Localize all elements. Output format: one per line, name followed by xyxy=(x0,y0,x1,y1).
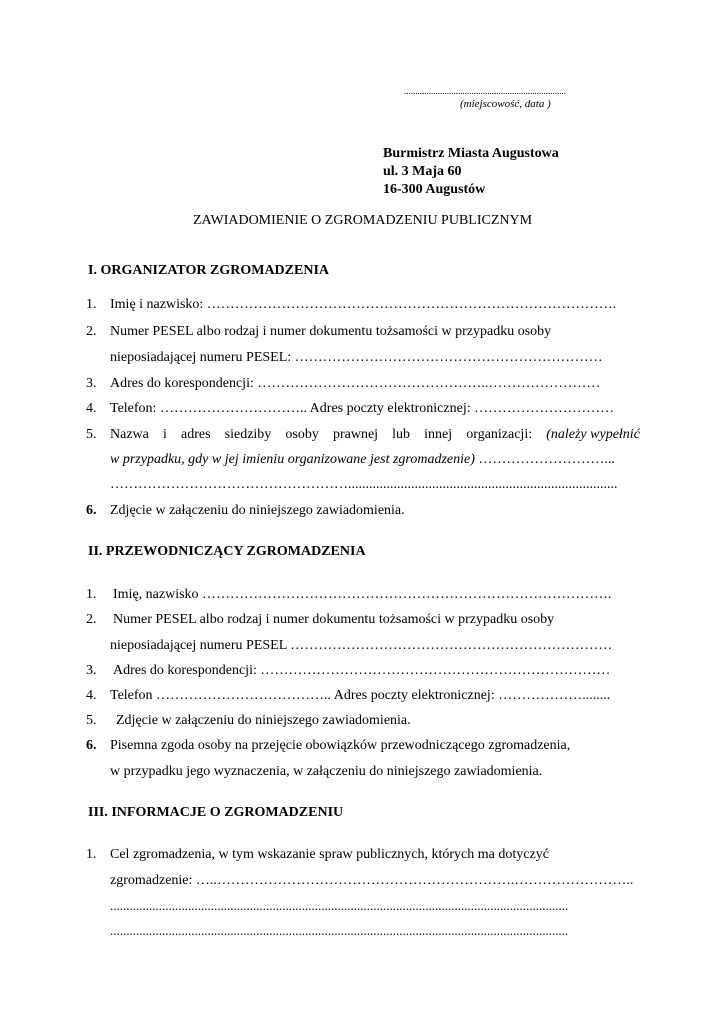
s1-item4-number: 4. xyxy=(86,401,97,416)
s3-item1-text-line2: zgromadzenie: …..……………………………………………………….…………………….. xyxy=(110,873,634,888)
s1-item5-dots: ………………………... xyxy=(474,452,615,467)
s1-item1-number: 1. xyxy=(86,297,97,312)
s3-item1-text-line1: Cel zgromadzenia, w tym wskazanie spraw publicznych, których ma dotyczyć xyxy=(110,847,549,862)
s1-item5-word: siedziby xyxy=(224,427,272,442)
s2-item2-text-line2: nieposiadającej numeru PESEL …………………………………………………………… xyxy=(110,638,613,653)
s1-item5-number: 5. xyxy=(86,427,97,442)
s1-item6-text: Zdjęcie w załączeniu do niniejszego zawiadomienia. xyxy=(110,503,405,518)
s1-item5-word: prawnej xyxy=(332,427,379,442)
s2-item5-text: Zdjęcie w załączeniu do niniejszego zawiadomienia. xyxy=(116,713,411,728)
s1-item2-text-line2: nieposiadającej numeru PESEL: ………………………………………………………… xyxy=(110,350,603,365)
s3-item1-dots-line1: ............................................................................................................................................. xyxy=(110,898,569,913)
s1-item2-number: 2. xyxy=(86,324,97,339)
place-date-dots: ........................................................................ xyxy=(404,86,566,96)
recipient-street: ul. 3 Maja 60 xyxy=(383,164,462,179)
s1-item4-text: Telefon: ………………………….. Adres poczty elektronicznej: ………………………… xyxy=(110,401,615,416)
s2-item6-text-line2: w przypadku jego wyznaczenia, w załączeniu do niniejszego zawiadomienia. xyxy=(110,764,543,779)
s1-item5-word: adres xyxy=(180,427,211,442)
s2-item2-number: 2. xyxy=(86,612,97,627)
s3-item1-dots-line2: ............................................................................................................................................. xyxy=(110,923,569,938)
s2-item6-number: 6. xyxy=(86,738,97,753)
s1-item5-word: Nazwa xyxy=(110,427,149,442)
s3-item1-number: 1. xyxy=(86,847,97,862)
s1-item5-italic-note-cont: w przypadku, gdy w jej imieniu organizowane jest zgromadzenie) xyxy=(110,452,475,467)
s1-item3-number: 3. xyxy=(86,376,97,391)
recipient-name: Burmistrz Miasta Augustowa xyxy=(383,146,559,161)
s1-item5-italic-note: (należy wypełnić xyxy=(546,427,640,442)
s2-item6-text-line1: Pisemna zgoda osoby na przejęcie obowiązków przewodniczącego zgromadzenia, xyxy=(110,738,571,753)
section2-heading: II. PRZEWODNICZĄCY ZGROMADZENIA xyxy=(88,544,366,559)
s1-item5-word: lub xyxy=(392,427,411,442)
s1-item5-line3: ……………………………………………............................................................................. xyxy=(110,477,618,492)
place-date-label: (miejscowość, data ) xyxy=(460,98,551,110)
section3-heading: III. INFORMACJE O ZGROMADZENIU xyxy=(88,805,344,820)
recipient-city: 16-300 Augustów xyxy=(383,182,486,197)
section1-heading: I. ORGANIZATOR ZGROMADZENIA xyxy=(88,263,330,278)
s1-item5-word: organizacji: xyxy=(466,427,533,442)
s2-item1-number: 1. xyxy=(86,587,97,602)
s1-item5-word: i xyxy=(162,427,167,442)
s2-item5-number: 5. xyxy=(86,713,97,728)
document-title: ZAWIADOMIENIE O ZGROMADZENIU PUBLICZNYM xyxy=(192,213,533,228)
s1-item2-text-line1: Numer PESEL albo rodzaj i numer dokumentu tożsamości w przypadku osoby xyxy=(110,324,552,339)
s2-item3-text: Adres do korespondencji: ………………………………………………………………… xyxy=(113,663,611,678)
s1-item6-number: 6. xyxy=(86,503,97,518)
s2-item2-text-line1: Numer PESEL albo rodzaj i numer dokumentu tożsamości w przypadku osoby xyxy=(113,612,555,627)
s1-item5-word: innej xyxy=(424,427,453,442)
s1-item1-text: Imię i nazwisko: ……………………………………………………………………………. xyxy=(110,297,617,312)
s2-item3-number: 3. xyxy=(86,663,97,678)
s2-item4-text: Telefon ……………………………….. Adres poczty elektronicznej: ………………........ xyxy=(110,688,611,703)
s1-item5-line1 xyxy=(110,427,640,443)
s1-item5-line2 xyxy=(110,452,615,468)
s1-item3-text: Adres do korespondencji: …………………………………………..…………………… xyxy=(110,376,601,391)
s1-item5-word: osoby xyxy=(285,427,319,442)
s2-item4-number: 4. xyxy=(86,688,97,703)
s2-item1-text: Imię, nazwisko ……………………………………………………………………………. xyxy=(113,587,612,602)
